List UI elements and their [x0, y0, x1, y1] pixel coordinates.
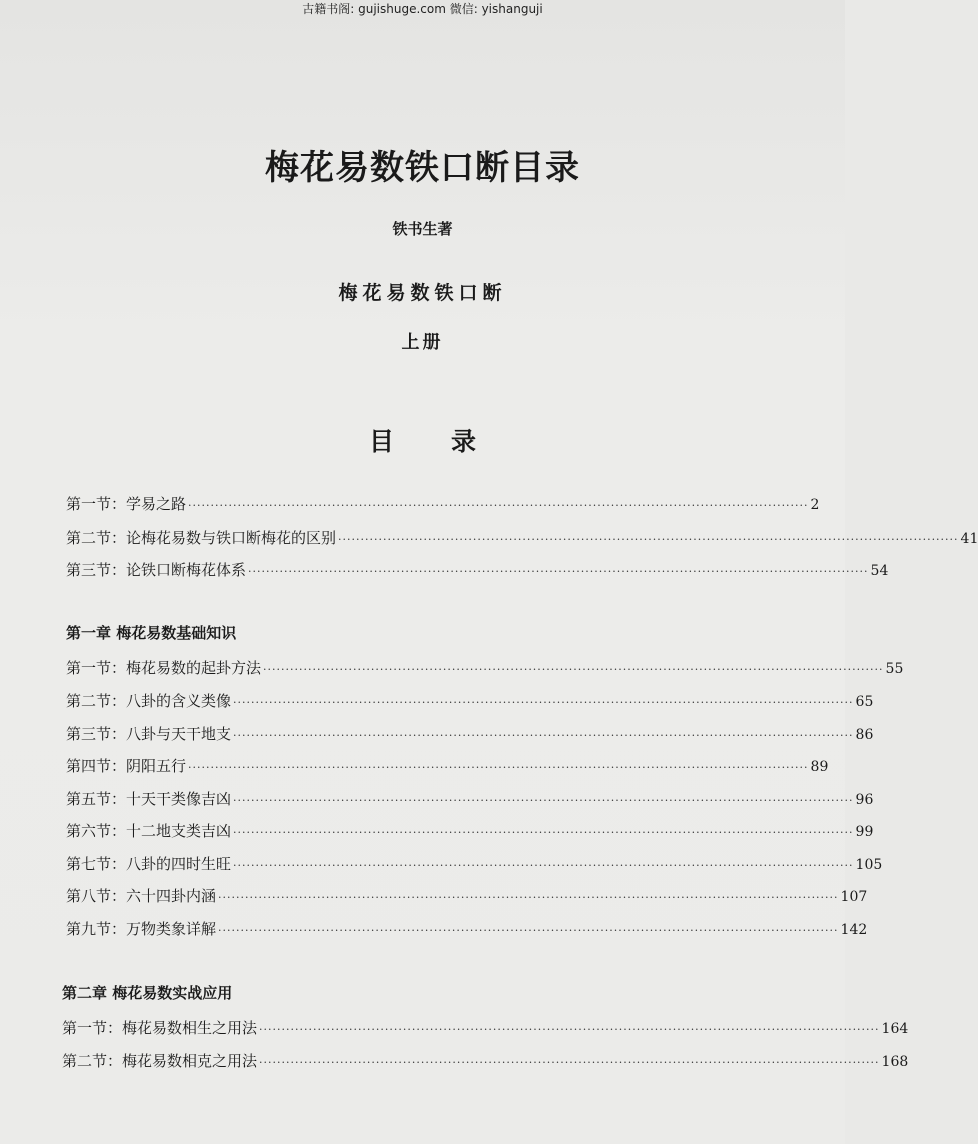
- toc-entry-page: 107: [840, 889, 868, 905]
- leader-dots: ··········································································································································: [188, 761, 809, 774]
- author-line: 铁书生著: [392, 220, 453, 238]
- toc-entry-page: 2: [810, 497, 820, 513]
- leader-dots: ··········································································································································: [233, 696, 854, 709]
- leader-dots: ··········································································································································: [188, 499, 809, 512]
- leader-dots: ··········································································································································: [218, 891, 839, 904]
- leader-dots: ··········································································································································: [259, 1023, 880, 1036]
- toc-entry-page: 105: [855, 857, 883, 873]
- toc-entry-label: 第五节：十天干类像吉凶: [66, 790, 232, 808]
- toc-row: [66, 656, 904, 680]
- toc-row: [62, 1016, 909, 1040]
- leader-dots: ··········································································································································: [233, 859, 854, 872]
- toc-row: [66, 558, 889, 582]
- toc-heading: 目 录: [368, 427, 492, 456]
- leader-dots: ··········································································································································: [248, 565, 869, 578]
- toc-entry-label: 第一节：学易之路: [66, 495, 187, 513]
- leader-dots: ··········································································································································: [263, 663, 884, 676]
- toc-entry-page: 99: [855, 824, 874, 840]
- toc-row: [66, 492, 820, 516]
- toc-entry-page: 164: [881, 1021, 909, 1037]
- toc-entry-label: 第六节：十二地支类吉凶: [66, 822, 232, 840]
- toc-row: [62, 1049, 909, 1073]
- leader-dots: ··········································································································································: [233, 794, 854, 807]
- toc-entry-page: 168: [881, 1054, 909, 1070]
- toc-row: [66, 884, 868, 908]
- toc-entry-label: 第三节：论铁口断梅花体系: [66, 561, 247, 579]
- page-title: 梅花易数铁口断目录: [265, 148, 580, 188]
- toc-entry-page: 55: [885, 661, 904, 677]
- toc-entry-label: 第四节：阴阳五行: [66, 757, 187, 775]
- toc-entry-label: 第二节：八卦的含义类像: [66, 692, 232, 710]
- toc-row: [66, 526, 978, 550]
- toc-row: [66, 787, 874, 811]
- watermark-text: 古籍书阁: gujishuge.com 微信: yishanguji: [302, 2, 543, 16]
- chapter-heading: 第一章 梅花易数基础知识: [66, 624, 237, 642]
- leader-dots: ··········································································································································: [233, 729, 854, 742]
- toc-entry-page: 96: [855, 792, 874, 808]
- toc-entry-page: 142: [840, 922, 868, 938]
- toc-entry-label: 第九节：万物类象详解: [66, 920, 217, 938]
- leader-dots: ··········································································································································: [338, 533, 959, 546]
- toc-row: [66, 917, 868, 941]
- toc-entry-label: 第三节：八卦与天干地支: [66, 725, 232, 743]
- toc-row: [66, 689, 874, 713]
- toc-entry-label: 第二节：梅花易数相克之用法: [62, 1052, 258, 1070]
- toc-entry-label: 第一节：梅花易数相生之用法: [62, 1019, 258, 1037]
- leader-dots: ··········································································································································: [218, 924, 839, 937]
- toc-row: [66, 722, 874, 746]
- toc-entry-label: 第七节：八卦的四时生旺: [66, 855, 232, 873]
- toc-entry-label: 第一节：梅花易数的起卦方法: [66, 659, 262, 677]
- leader-dots: ··········································································································································: [233, 826, 854, 839]
- toc-entry-label: 第二节：论梅花易数与铁口断梅花的区别: [66, 529, 337, 547]
- toc-row: [66, 819, 874, 843]
- toc-entry-page: 54: [870, 563, 889, 579]
- toc-row: [66, 852, 883, 876]
- toc-entry-page: 41: [960, 531, 978, 547]
- toc-entry-page: 65: [855, 694, 874, 710]
- toc-entry-label: 第八节：六十四卦内涵: [66, 887, 217, 905]
- volume-label: 上册: [401, 332, 444, 353]
- toc-entry-page: 89: [810, 759, 829, 775]
- toc-entry-page: 86: [855, 727, 874, 743]
- chapter-heading: 第二章 梅花易数实战应用: [62, 984, 233, 1002]
- book-subtitle: 梅花易数铁口断: [338, 282, 507, 304]
- leader-dots: ··········································································································································: [259, 1056, 880, 1069]
- toc-row: [66, 754, 829, 778]
